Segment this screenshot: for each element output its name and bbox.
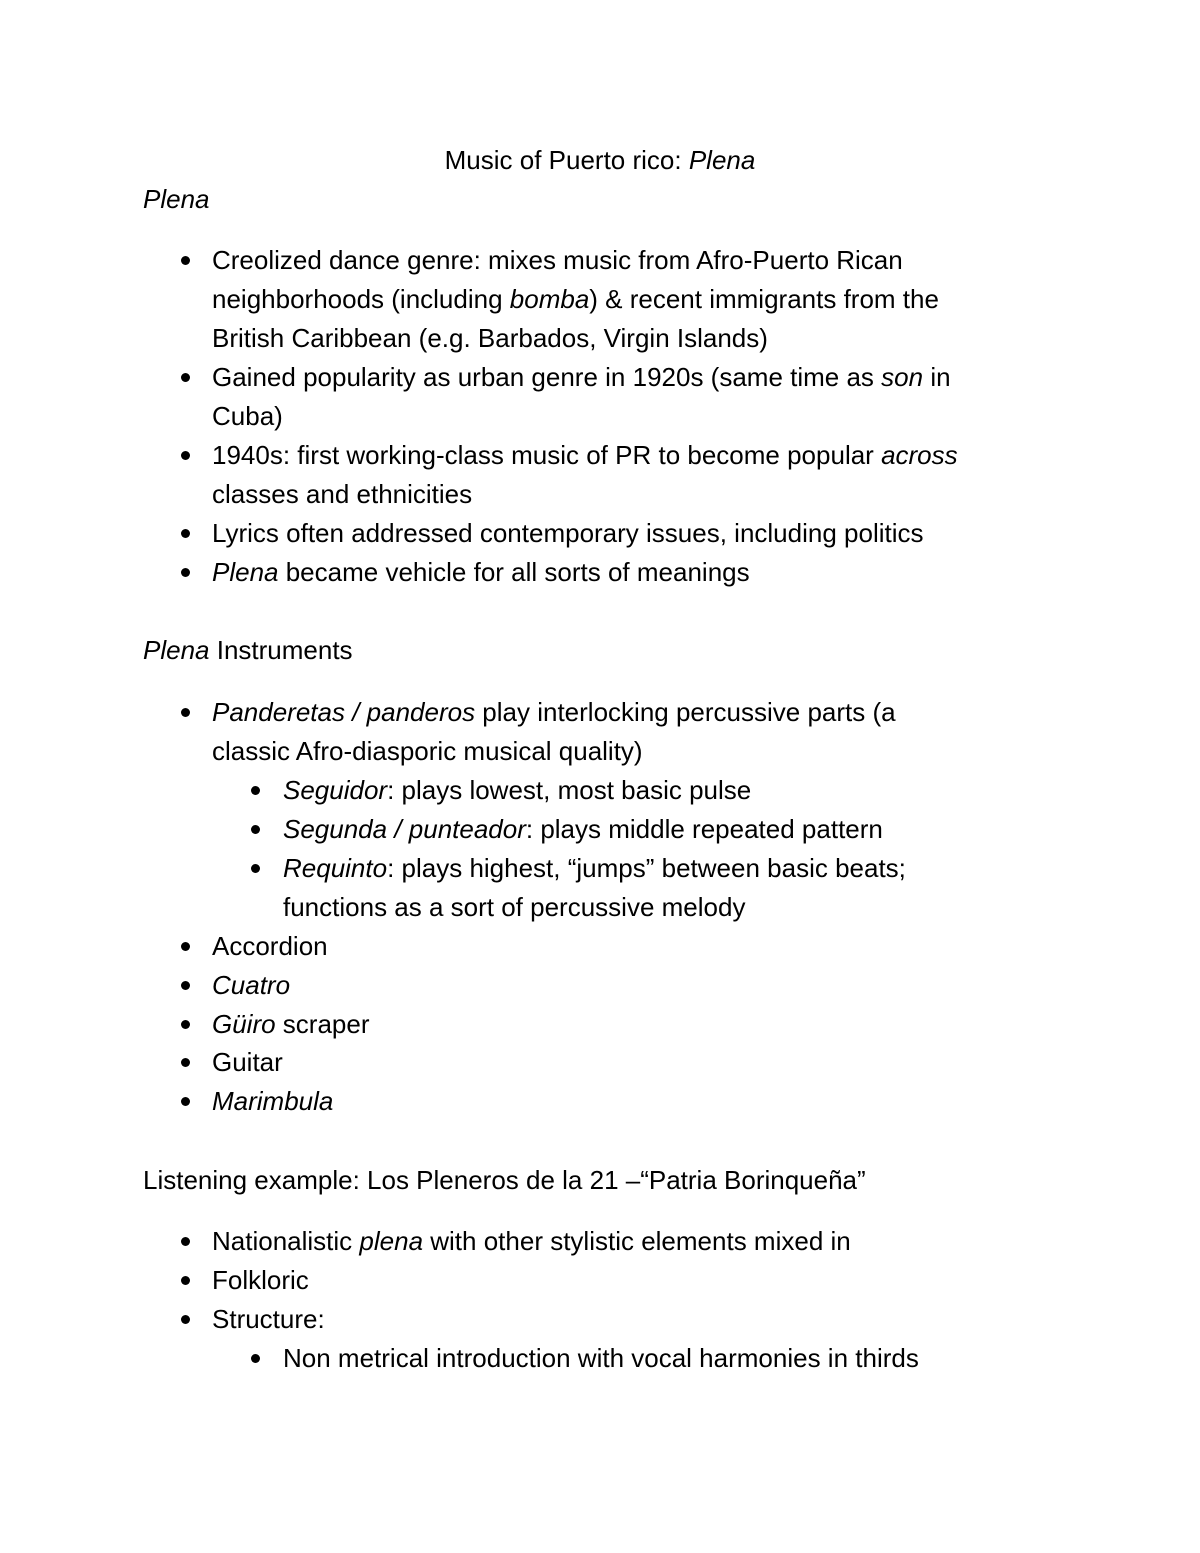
bullet-icon (181, 568, 190, 577)
sub-list-item-line: Non metrical introduction with vocal harmonies in thirds (283, 1343, 919, 1373)
text-span: play interlocking percussive parts (a (475, 697, 896, 727)
sub-list-item-line (283, 855, 906, 881)
italic-span: Güiro (212, 1009, 276, 1039)
italic-span: Plena (143, 635, 210, 665)
bullet-icon (181, 942, 190, 951)
italic-span: Plena (212, 557, 279, 587)
list-item-line (212, 699, 896, 725)
list-item-line: Folkloric (212, 1265, 309, 1295)
italic-span: Marimbula (212, 1086, 334, 1116)
title-italic: Plena (688, 145, 756, 175)
list-item-line: Lyrics often addressed contemporary issues, including politics (212, 518, 924, 548)
italic-span: across (881, 440, 958, 470)
sub-list-item-line: functions as a sort of percussive melody (283, 892, 746, 922)
list-item-line (212, 559, 750, 585)
bullet-icon (181, 1237, 190, 1246)
text-span: : plays middle repeated pattern (525, 814, 883, 844)
italic-span: Requinto (283, 853, 388, 883)
text-span: ) & recent immigrants from the (589, 284, 939, 314)
text-span: in (923, 362, 951, 392)
italic-span: Cuatro (212, 970, 291, 1000)
list-item-line (212, 364, 951, 390)
italic-span: plena (359, 1226, 424, 1256)
bullet-icon (181, 451, 190, 460)
text-span: : plays lowest, most basic pulse (387, 775, 752, 805)
list-item-line (212, 442, 958, 468)
list-item-line: classes and ethnicities (212, 479, 473, 509)
list-item-line: Creolized dance genre: mixes music from Afro-Puerto Rican (212, 245, 903, 275)
bullet-icon (251, 786, 260, 795)
bullet-icon (251, 864, 260, 873)
bullet-icon (181, 1276, 190, 1285)
list-item-line (212, 972, 290, 998)
list-item-line: Accordion (212, 931, 328, 961)
italic-span: Panderetas / panderos (212, 697, 476, 727)
bullet-icon (251, 1354, 260, 1363)
title-text: Music of Puerto rico: (444, 145, 689, 175)
text-span: Nationalistic (212, 1226, 360, 1256)
bullet-icon (181, 529, 190, 538)
bullet-icon (181, 1097, 190, 1106)
bullet-icon (181, 1020, 190, 1029)
section-heading-listening: Listening example: Los Pleneros de la 21 –“Patria Borinqueña” (143, 1165, 866, 1195)
list-item-line (212, 1088, 333, 1114)
bullet-icon (181, 981, 190, 990)
text-span: Gained popularity as urban genre in 1920s (same time as (212, 362, 882, 392)
text-span: with other stylistic elements mixed in (423, 1226, 851, 1256)
text-span: became vehicle for all sorts of meanings (278, 557, 750, 587)
bullet-icon (181, 373, 190, 382)
section-heading-plena (143, 186, 210, 212)
list-item-line: British Caribbean (e.g. Barbados, Virgin Islands) (212, 323, 768, 353)
page-title (0, 147, 1200, 173)
bullet-icon (251, 825, 260, 834)
bullet-icon (181, 1058, 190, 1067)
italic-span: Seguidor (283, 775, 388, 805)
text-span: neighborhoods (including (212, 284, 510, 314)
list-item-line: classic Afro-diasporic musical quality) (212, 736, 643, 766)
italic-span: son (881, 362, 924, 392)
bullet-icon (181, 256, 190, 265)
list-item-line (212, 286, 939, 312)
heading-text: Plena (143, 184, 210, 214)
text-span: Instruments (209, 635, 353, 665)
italic-span: bomba (509, 284, 590, 314)
list-item-line: Structure: (212, 1304, 325, 1334)
list-item-line: Cuba) (212, 401, 283, 431)
list-item-line (212, 1011, 370, 1037)
sub-list-item-line (283, 816, 883, 842)
list-item-line (212, 1228, 851, 1254)
italic-span: Segunda / punteador (283, 814, 526, 844)
text-span: 1940s: first working-class music of PR to become popular (212, 440, 882, 470)
sub-list-item-line (283, 777, 751, 803)
list-item-line: Guitar (212, 1047, 283, 1077)
section-heading-instruments (143, 637, 353, 663)
text-span: scraper (275, 1009, 370, 1039)
text-span: : plays highest, “jumps” between basic beats; (387, 853, 906, 883)
bullet-icon (181, 708, 190, 717)
bullet-icon (181, 1315, 190, 1324)
